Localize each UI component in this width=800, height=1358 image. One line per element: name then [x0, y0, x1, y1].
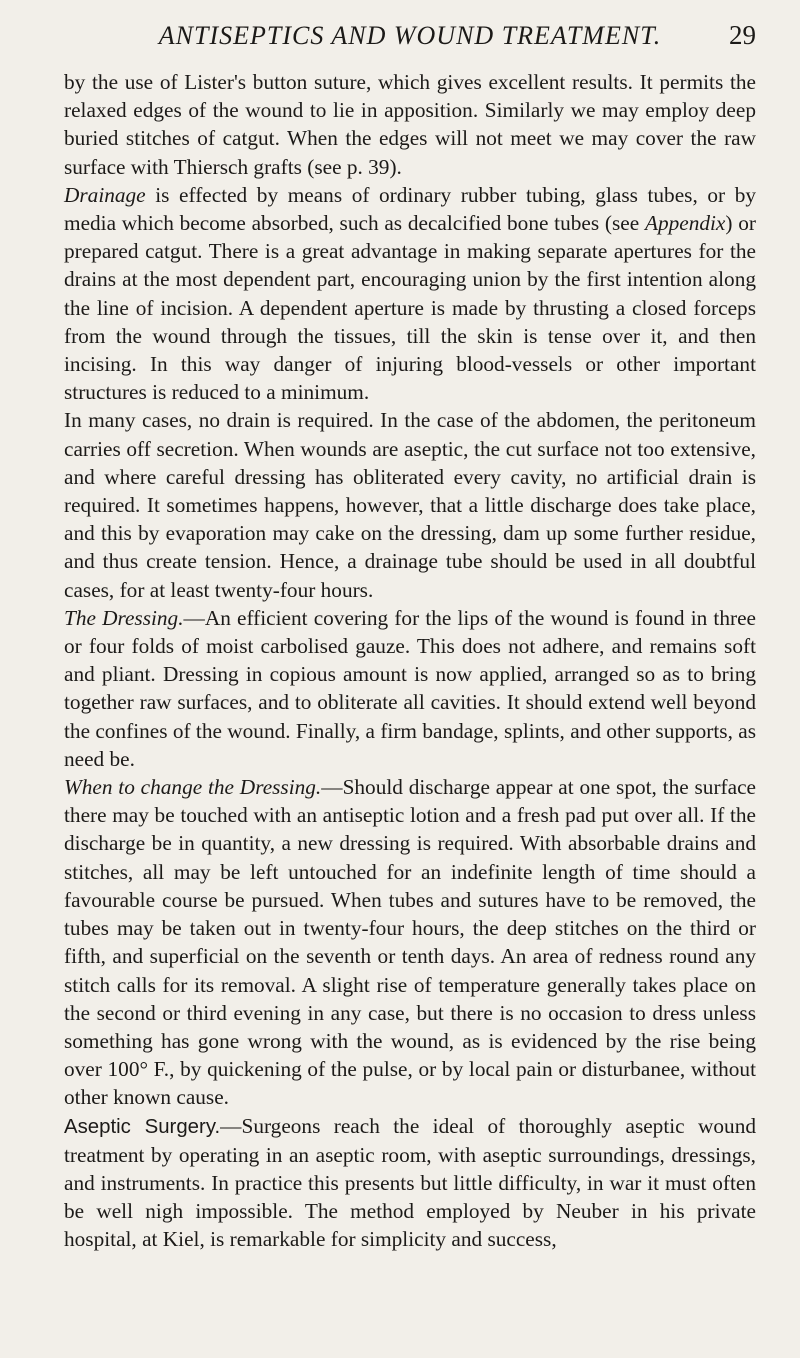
body-text: [64, 68, 756, 1254]
running-head: [64, 20, 756, 62]
aseptic-surgery-heading: Aseptic Surgery.: [64, 1115, 221, 1138]
paragraph-aseptic-surgery: [64, 1112, 756, 1254]
paragraph-drainage: [64, 181, 756, 407]
paragraph-no-drain: [64, 406, 756, 603]
change-dressing-heading: When to change the Dressing.: [64, 775, 322, 800]
paragraph-dressing: [64, 604, 756, 773]
drainage-heading: Drainage: [64, 182, 146, 207]
paragraph-no-drain-text: In many cases, no drain is required. In the case of the abdomen, the peritoneum carries off secretion. When wounds are aseptic, the cut surface not too extensive, and where careful dressing has obliterated every cavity, no artificial drain is required. It sometimes happens, however, that a little discharge does take place, and this by evaporation may cake on the dressing, dam up some further residue, and thus create tension. Hence, a drainage tube should be used in all doubtful cases, for at least twenty-four hours.: [64, 408, 756, 602]
paragraph-sutures: [64, 68, 756, 181]
change-dressing-text: —Should discharge appear at one spot, the surface there may be touched with an antiseptic lotion and a fresh pad put over all. If the discharge be in quantity, a new dressing is required. With absorbable drains and stitches, all may be left untouched for an indefinite length of time should a favourable course be pursued. When tubes and sutures have to be removed, the tubes may be taken out in twenty-four hours, the deep stitches on the third or fifth, and superficial on the seventh or tenth days. An area of redness round any stitch calls for its removal. A slight rise of temperature generally takes place on the second or third evening in any case, but there is no occasion to dress unless something has gone wrong with the wound, as is evidenced by the rise being over 100° F., by quickening of the pulse, or by local pain or disturbanee, without other known cause.: [64, 775, 756, 1110]
paragraph-sutures-text: by the use of Lister's button suture, which gives excellent results. It permits the relaxed edges of the wound to lie in apposition. Similarly we may employ deep buried stitches of catgut. When the edges will not meet we may cover the raw surface with Thiersch grafts (see p. 39).: [64, 70, 756, 179]
appendix-reference: Appendix: [644, 211, 726, 236]
paragraph-change-dressing: [64, 773, 756, 1111]
dressing-heading: The Dressing.: [64, 605, 184, 630]
dressing-text: —An efficient covering for the lips of the wound is found in three or four folds of moist carbolised gauze. This does not adhere, and remains soft and pliant. Dressing in copious amount is now applied, arranged so as to bring together raw surfaces, and to obliterate all cavities. It should extend well beyond the confines of the wound. Finally, a firm bandage, splints, and other supports, as need be.: [64, 605, 756, 771]
page-number: 29: [729, 20, 756, 50]
drainage-text-b: ) or prepared catgut. There is a great advantage in making separate apertures for the drains at the most dependent part, encouraging union by the first intention along the line of incision. A dependent aperture is made by thrusting a closed forceps from the wound through the tissues, till the skin is tense over it, and then incising. In this way danger of injuring blood-vessels or other important structures is reduced to a minimum.: [64, 211, 756, 405]
drainage-text-a: is effected by means of ordinary rubber tubing, glass tubes, or by media which become absorbed, such as decalcified bone tubes (see: [64, 182, 756, 236]
running-title: ANTISEPTICS AND WOUND TREATMENT.: [158, 21, 662, 50]
aseptic-surgery-text: —Surgeons reach the ideal of thoroughly aseptic wound treatment by operating in an aseptic room, with aseptic surroundings, dressings, and instruments. In practice this presents but little difficulty, in war it must often be well nigh impossible. The method employed by Neuber in his private hospital, at Kiel, is remarkable for simplicity and success,: [64, 1113, 756, 1252]
